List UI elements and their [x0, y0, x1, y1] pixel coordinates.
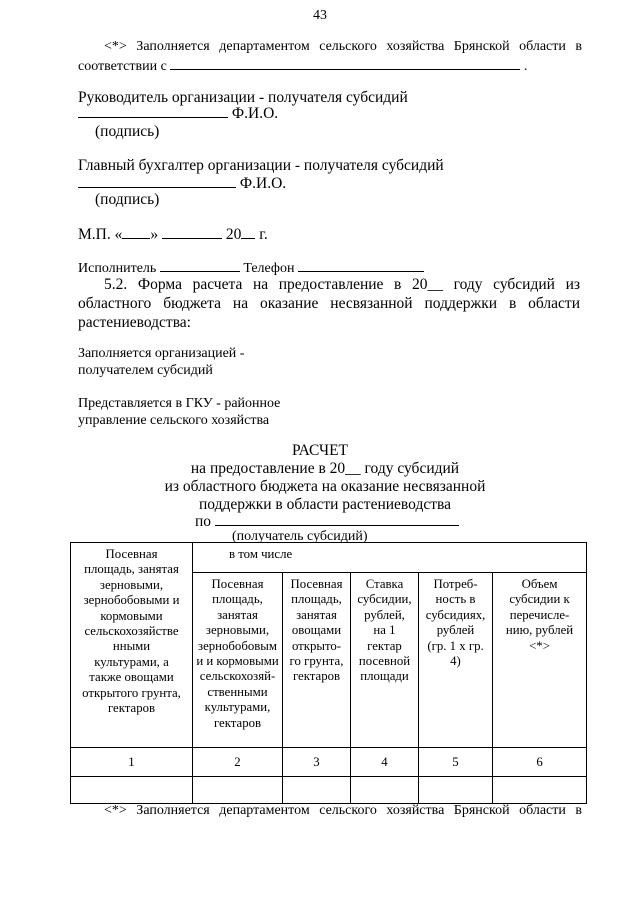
table-cell	[193, 777, 283, 804]
header-line: открытого грунта,	[82, 685, 181, 700]
bottom-footnote: <*> Заполняется департаментом сельского хозяйства Брянской области в	[104, 803, 582, 818]
year-prefix: 20	[225, 226, 242, 243]
header-line: открыто-	[291, 638, 342, 653]
filled-by-line2: получателем субсидий	[78, 363, 213, 378]
form-title-line3: поддержки в области растениеводства	[199, 496, 451, 513]
header-line: нию, рублей	[505, 623, 574, 638]
header-line: гектар	[367, 638, 402, 653]
executor-label: Исполнитель	[78, 261, 157, 276]
col2-header	[193, 573, 283, 748]
according-to-blank	[170, 56, 520, 70]
col1-header	[71, 543, 193, 748]
header-line: зернобобовым	[198, 638, 277, 653]
year-blank	[241, 225, 255, 239]
header-line: гектаров	[213, 715, 262, 730]
header-line: занятая	[296, 607, 337, 622]
head-signature-blank	[78, 104, 228, 118]
header-line: зернобобовыми и	[83, 593, 180, 608]
header-line: занятая	[217, 607, 258, 622]
form-heading: РАСЧЕТ	[291, 442, 349, 459]
col5-header	[419, 573, 493, 748]
top-footnote-line2	[78, 56, 527, 76]
header-line: Потреб-	[433, 577, 478, 591]
header-line: гектаров	[107, 701, 156, 716]
header-line: гектаров	[292, 669, 341, 684]
header-line: субсидиях,	[425, 607, 486, 622]
table-cell	[419, 777, 493, 804]
header-line: площадь, занятая	[84, 562, 179, 577]
recipient-blank	[215, 512, 459, 526]
head-fio-line	[78, 104, 278, 124]
recipient-caption: (получатель субсидий)	[232, 529, 368, 544]
header-line: нными	[112, 639, 151, 654]
accountant-fio-label: Ф.И.О.	[239, 175, 287, 192]
header-line: сельскохозяйстве	[84, 624, 179, 639]
header-line: Объем	[521, 577, 558, 591]
by-label: по	[195, 513, 212, 530]
top-footnote-line1: <*> Заполняется департаментом сельского хозяйства Брянской области в	[104, 39, 582, 54]
top-footnote-prefix: соответствии с	[78, 59, 167, 74]
year-suffix: г.	[259, 226, 268, 243]
header-line: субсидии к	[509, 592, 570, 607]
column-number-row	[71, 748, 587, 777]
column-number: 5	[419, 748, 493, 777]
header-line: ственными	[207, 684, 268, 699]
section-5-2-line1: 5.2. Форма расчета на предоставление в 20__ году субсидий из	[104, 276, 580, 293]
form-title-line2: из областного бюджета на оказание несвязанной	[164, 478, 486, 495]
submitted-to-line2: управление сельского хозяйства	[78, 413, 270, 428]
close-quote: »	[150, 226, 159, 243]
header-line: зерновыми,	[99, 577, 164, 592]
header-line: (гр. 1 x гр.	[427, 638, 484, 653]
col4-header	[351, 573, 419, 748]
phone-label: Телефон	[243, 261, 295, 276]
column-number: 4	[351, 748, 419, 777]
submitted-to-line1: Представляется в ГКУ - районное	[78, 396, 281, 411]
day-blank	[122, 225, 150, 239]
header-line: сельскохозяй-	[199, 669, 276, 684]
month-blank	[162, 225, 222, 239]
accountant-signature-blank	[78, 174, 236, 188]
header-line: 4)	[450, 654, 461, 669]
table-cell	[71, 777, 193, 804]
head-title: Руководитель организации - получателя субсидий	[78, 89, 408, 106]
table-cell	[283, 777, 351, 804]
filled-by-line1: Заполняется организацией -	[78, 346, 245, 361]
header-line: зерновыми,	[205, 623, 270, 638]
header-line: на 1	[373, 623, 396, 638]
header-line: <*>	[529, 638, 550, 653]
header-line: перечисле-	[509, 607, 570, 622]
header-line: Посевная	[211, 577, 264, 591]
header-line: и и кормовыми	[196, 654, 279, 669]
header-line: культурами,	[204, 700, 271, 715]
header-line: Ставка	[365, 577, 404, 591]
head-fio-label: Ф.И.О.	[231, 105, 279, 122]
section-5-2-line2: областного бюджета на оказание несвязанной поддержки в области	[78, 295, 580, 312]
header-line: кормовыми	[100, 608, 163, 623]
col3-header	[283, 573, 351, 748]
calculation-table	[70, 542, 587, 804]
header-line: также овощами	[89, 670, 174, 685]
header-line: субсидии,	[357, 592, 412, 607]
column-number: 1	[71, 748, 193, 777]
page-number: 43	[313, 8, 327, 23]
header-line: площадь,	[291, 592, 342, 607]
form-title-line1: на предоставление в 20__ году субсидий	[190, 460, 460, 477]
group-header: в том числе	[193, 543, 587, 573]
mp-label: М.П. «	[78, 226, 123, 243]
table-header-row-1	[71, 543, 587, 573]
accountant-signature-caption: (подпись)	[95, 191, 160, 208]
header-line: Посевная	[105, 547, 158, 561]
header-line: рублей,	[364, 607, 405, 622]
col6-header	[493, 573, 587, 748]
header-line: го грунта,	[289, 654, 344, 669]
head-signature-caption: (подпись)	[95, 123, 160, 140]
header-line: площади	[360, 669, 409, 684]
column-number: 3	[283, 748, 351, 777]
header-line: посевной	[358, 654, 411, 669]
header-line: площадь,	[212, 592, 263, 607]
table-row	[71, 777, 587, 804]
phone-blank	[298, 258, 424, 272]
table-cell	[493, 777, 587, 804]
column-number: 6	[493, 748, 587, 777]
header-line: культурами, а	[94, 654, 169, 669]
column-number: 2	[193, 748, 283, 777]
header-line: рублей	[436, 623, 475, 638]
header-line: овощами	[291, 623, 342, 638]
accountant-title: Главный бухгалтер организации - получателя субсидий	[78, 157, 444, 174]
header-line: Посевная	[290, 577, 343, 591]
section-5-2-line3: растениеводства:	[78, 314, 191, 331]
stamp-date-line	[78, 225, 268, 245]
executor-blank	[160, 258, 240, 272]
header-line: ность в	[435, 592, 476, 607]
table-cell	[351, 777, 419, 804]
period: .	[523, 59, 528, 74]
